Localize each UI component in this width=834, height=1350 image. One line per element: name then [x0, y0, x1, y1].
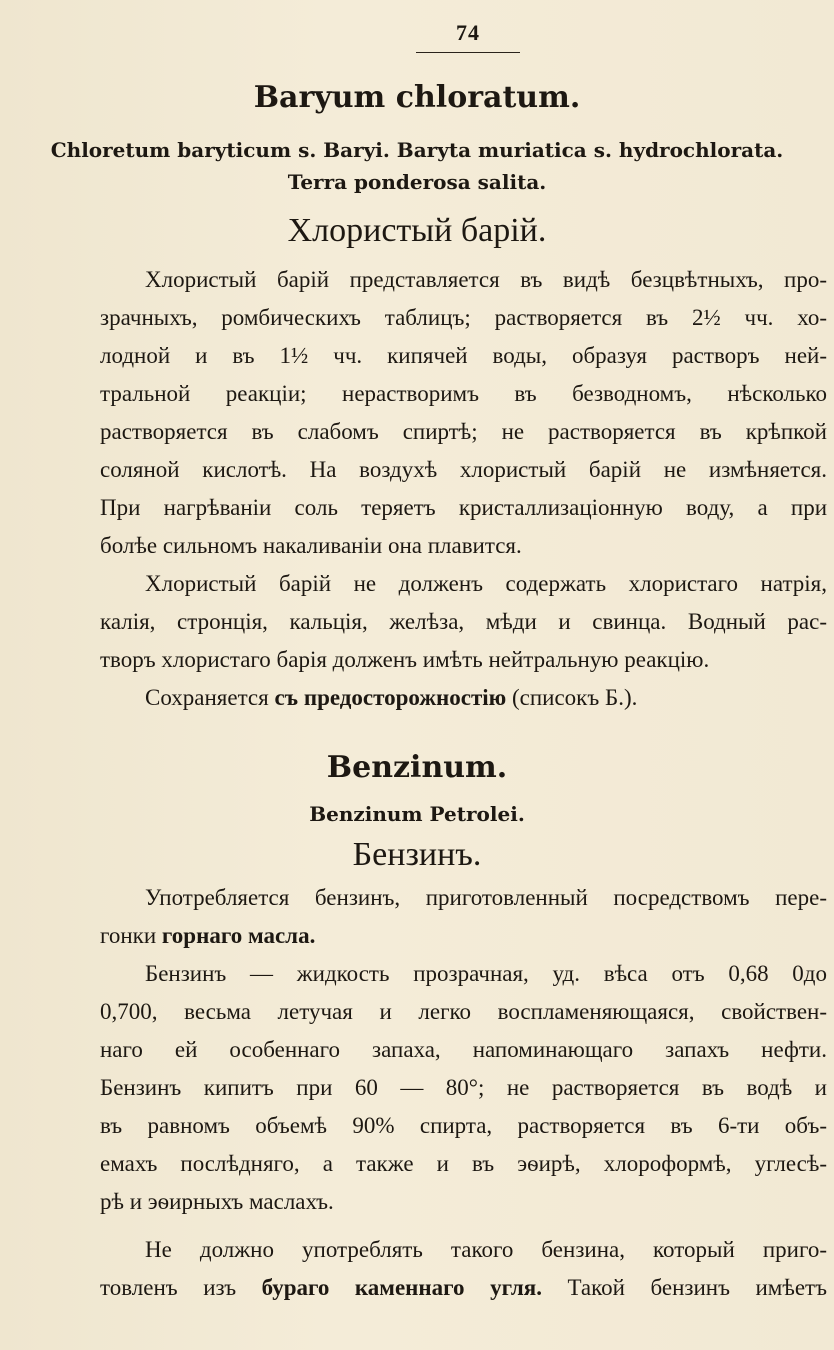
synonyms-line-1: Chloretum baryticum s. Baryi. Baryta muriatica s. hydrochlorata. [50, 138, 784, 162]
text-line: калія, стронція, кальція, желѣза, мѣди и свинца. Водный рас- [100, 609, 827, 634]
russian-title-benzinum: Бензинъ. [352, 836, 482, 873]
text-line: Не должно употреблять такого бензина, который приго- [145, 1237, 827, 1262]
text-line: 0,700, весьма летучая и легко воспламеняющаяся, свойствен- [100, 999, 827, 1024]
storage-suffix: (списокъ Б.). [506, 685, 638, 710]
text-line: зрачныхъ, ромбическихъ таблицъ; растворяется въ 2½ чч. хо- [100, 305, 827, 330]
text-line: При нагрѣваніи соль теряетъ кристаллизаціонную воду, а при [100, 495, 827, 520]
section-title-benzinum: Benzinum. [326, 750, 508, 785]
text-suffix: Такой бензинъ имѣетъ [541, 1275, 827, 1300]
text-bold: бураго каменнаго угля. [261, 1275, 542, 1300]
text-line: соляной кислотѣ. На воздухѣ хлористый барій не измѣняется. [100, 457, 827, 482]
text-line: рѣ и эѳирныхъ маслахъ. [100, 1189, 334, 1214]
text-line: болѣе сильномъ накаливаніи она плавится. [100, 533, 522, 558]
storage-note [145, 683, 827, 713]
text-line: Бензинъ кипитъ при 60 — 80°; не растворяется въ водѣ и [100, 1075, 827, 1100]
storage-prefix: Сохраняется [145, 685, 275, 710]
text-prefix: гонки [100, 923, 162, 948]
text-line: растворяется въ слабомъ спиртѣ; не растворяется въ крѣпкой [100, 419, 827, 444]
text-prefix: товленъ изъ [100, 1275, 262, 1300]
synonyms-line-2: Terra ponderosa salita. [287, 170, 547, 194]
text-line: въ равномъ объемѣ 90% спирта, растворяется въ 6-ти объ- [100, 1113, 827, 1138]
text-line: творъ хлористаго барія долженъ имѣть нейтральную реакцію. [100, 647, 710, 672]
text-line [100, 1273, 827, 1303]
text-line: Хлористый барій представляется въ видѣ безцвѣтныхъ, про- [145, 267, 827, 292]
text-line: лодной и въ 1½ чч. кипячей воды, образуя растворъ ней- [100, 343, 827, 368]
text-line: наго ей особеннаго запаха, напоминающаго запахъ нефти. [100, 1037, 827, 1062]
text-line: емахъ послѣдняго, а также и въ эѳирѣ, хлороформѣ, углесѣ- [100, 1151, 827, 1176]
text-bold: горнаго масла. [161, 923, 316, 948]
text-line [100, 921, 827, 951]
text-line: тральной реакціи; нерастворимъ въ безводномъ, нѣсколько [100, 381, 827, 406]
section-title-baryum: Baryum chloratum. [253, 80, 581, 115]
text-line: Бензинъ — жидкость прозрачная, уд. вѣса отъ 0,68 0до [145, 961, 827, 986]
storage-bold: съ предосторожностію [274, 685, 507, 710]
synonym-benzinum: Benzinum Petrolei. [309, 802, 525, 826]
russian-title-baryum: Хлористый барій. [287, 212, 547, 249]
text-line: Употребляется бензинъ, приготовленный посредствомъ пере- [145, 885, 827, 910]
page-number: 74 [416, 20, 520, 53]
text-line: Хлористый барій не долженъ содержать хлористаго натрія, [145, 571, 827, 596]
